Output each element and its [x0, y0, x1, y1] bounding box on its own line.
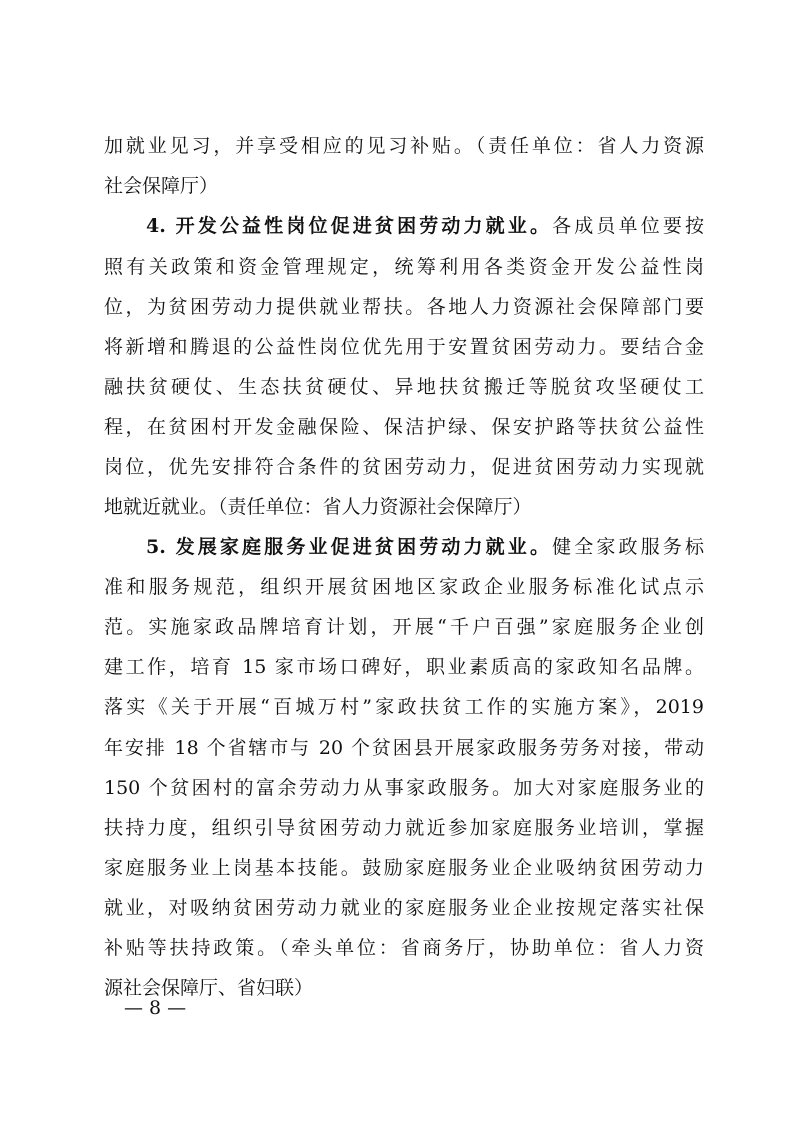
paragraph-line: 位，为贫困劳动力提供就业帮扶。各地人力资源社会保障部门要	[104, 296, 704, 318]
page-number: — 8 —	[124, 997, 187, 1019]
paragraph-first-line	[146, 529, 704, 565]
paragraph-line: 源社会保障厅、省妇联）	[104, 977, 314, 999]
section-heading: 4. 开发公益性岗位促进贫困劳动力就业。	[146, 215, 553, 237]
paragraph-line: 扶持力度，组织引导贫困劳动力就近参加家庭服务业培训，掌握	[104, 817, 704, 839]
paragraph-line: 就业，对吸纳贫困劳动力就业的家庭服务业企业按规定落实社保	[104, 897, 704, 919]
section-heading: 5. 发展家庭服务业促进贫困劳动力就业。	[146, 536, 553, 558]
paragraph-line: 范。实施家政品牌培育计划，开展“千户百强”家庭服务企业创	[104, 616, 704, 638]
paragraph-line: 将新增和腾退的公益性岗位优先用于安置贫困劳动力。要结合金	[104, 336, 704, 358]
paragraph-line: 融扶贫硬仗、生态扶贫硬仗、异地扶贫搬迁等脱贫攻坚硬仗工	[104, 376, 704, 398]
paragraph-line: 落实《关于开展“百城万村”家政扶贫工作的实施方案》，2019	[104, 696, 704, 718]
paragraph-line: 地就近就业。（责任单位：省人力资源社会保障厅）	[104, 496, 532, 518]
paragraph-line: 社会保障厅）	[104, 175, 219, 197]
paragraph-line: 准和服务规范，组织开展贫困地区家政企业服务标准化试点示	[104, 576, 704, 598]
paragraph-line: 150 个贫困村的富余劳动力从事家政服务。加大对家庭服务业的	[104, 777, 704, 799]
paragraph-line: 建工作，培育 15 家市场口碑好，职业素质高的家政知名品牌。	[104, 656, 704, 678]
paragraph-text: 健全家政服务标	[552, 536, 704, 558]
paragraph-line: 年安排 18 个省辖市与 20 个贫困县开展家政服务劳务对接，带动	[104, 737, 704, 759]
paragraph-text: 各成员单位要按	[552, 215, 704, 237]
paragraph-line: 补贴等扶持政策。（牵头单位：省商务厅，协助单位：省人力资	[104, 937, 704, 959]
paragraph-line: 家庭服务业上岗基本技能。鼓励家庭服务业企业吸纳贫困劳动力	[104, 857, 704, 879]
paragraph-line: 岗位，优先安排符合条件的贫困劳动力，促进贫困劳动力实现就	[104, 456, 704, 478]
paragraph-line: 照有关政策和资金管理规定，统筹利用各类资金开发公益性岗	[104, 256, 704, 278]
paragraph-line: 程，在贫困村开发金融保险、保洁护绿、保安护路等扶贫公益性	[104, 416, 704, 438]
paragraph-line: 加就业见习，并享受相应的见习补贴。（责任单位：省人力资源	[104, 135, 704, 157]
paragraph-first-line	[146, 208, 704, 244]
